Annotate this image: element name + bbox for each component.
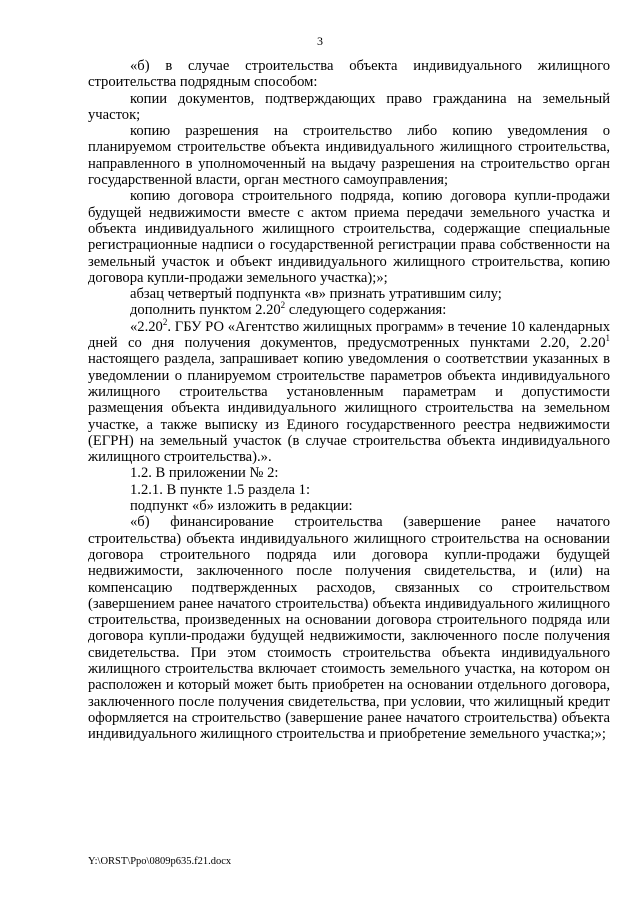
paragraph-7-superscript-2: 1 — [605, 333, 610, 344]
paragraph-9 — [88, 482, 610, 498]
paragraph-1-text: «б) в случае строительства объекта индивидуального жилищного строительства подрядным способом: — [88, 58, 610, 91]
paragraph-8 — [88, 465, 610, 481]
page-number: 3 — [317, 34, 323, 48]
paragraph-4-text: копию договора строительного подряда, копию договора купли-продажи будущей недвижимости вместе с актом приема передачи земельного участка и объекта индивидуального жилищного строительства, содержащие специальные регистрационные надписи о государственной регистрации права собственности на земельный участок и объект индивидуального жилищного строительства, копию договора купли-продажи земельного участка);»; — [88, 188, 610, 286]
paragraph-7-text-end: настоящего раздела, запрашивает копию уведомления о соответствии указанных в уведомлении о планируемом строительстве параметров объекта индивидуального жилищного строительства установленным параметрам и допустимости размещения объекта индивидуального жилищного строительства на земельном участке, а также выписку из Единого государственного реестра недвижимости (ЕГРН) на земельный участок (в случае строительства объекта индивидуального жилищного строительства).». — [88, 351, 610, 466]
paragraph-5 — [88, 286, 610, 302]
paragraph-10-text: подпункт «б» изложить в редакции: — [130, 498, 353, 515]
paragraph-7-text-cont: . ГБУ РО «Агентство жилищных программ» в течение 10 календарных дней со дня получения документов, предусмотренных пунктами 2.20, 2.20 — [88, 318, 610, 352]
paragraph-3-text: копию разрешения на строительство либо копию уведомления о планируемом строительстве объекта индивидуального жилищного строительства, направленного в уполномоченный на выдачу разрешения на строительство орган государственной власти, орган местного самоуправления; — [88, 123, 610, 189]
paragraph-5-text: абзац четвертый подпункта «в» признать утратившим силу; — [130, 286, 502, 303]
paragraph-1 — [88, 58, 610, 91]
paragraph-7-superscript: 2 — [162, 316, 168, 327]
document-body — [88, 58, 610, 742]
footer-file-path: Y:\ORST\Ppo\0809p635.f21.docx — [88, 856, 232, 867]
paragraph-2-text: копии документов, подтверждающих право гражданина на земельный участок; — [88, 90, 610, 123]
paragraph-7-text: «2.20 — [130, 318, 163, 335]
paragraph-11-text: «б) финансирование строительства (завершение ранее начатого строительства) объекта индивидуального жилищного строительства на основании договора строительного подряда или договора купли-продажи будущей недвижимости, заключенного после получения свидетельства, и (или) на компенсацию подтвержденных расходов, связанных со строительством (завершением ранее начатого строительства) объекта индивидуального жилищного строительства, произведенных на основании договора строительного подряда или договора купли-продажи будущей недвижимости, заключенного после получения свидетельства. При этом стоимость строительства объекта индивидуального жилищного строительства включает стоимость земельного участка, на котором он расположен и который может быть приобретен на основании отдельного договора, заключенного после получения свидетельства, при условии, что жилищный кредит оформляется на строительство (завершение ранее начатого строительства) объекта индивидуального жилищного строительства и приобретение земельного участка;»; — [88, 514, 610, 743]
paragraph-6-text: дополнить пунктом 2.20 — [130, 302, 281, 319]
paragraph-2 — [88, 91, 610, 124]
paragraph-4 — [88, 188, 610, 286]
paragraph-11 — [88, 514, 610, 742]
paragraph-10 — [88, 498, 610, 514]
paragraph-9-text: 1.2.1. В пункте 1.5 раздела 1: — [130, 481, 311, 498]
paragraph-8-text: 1.2. В приложении № 2: — [130, 465, 279, 482]
paragraph-3 — [88, 123, 610, 188]
paragraph-6-superscript: 2 — [280, 300, 286, 311]
paragraph-6-text-cont: следующего содержания: — [285, 302, 447, 319]
paragraph-7 — [88, 316, 610, 466]
